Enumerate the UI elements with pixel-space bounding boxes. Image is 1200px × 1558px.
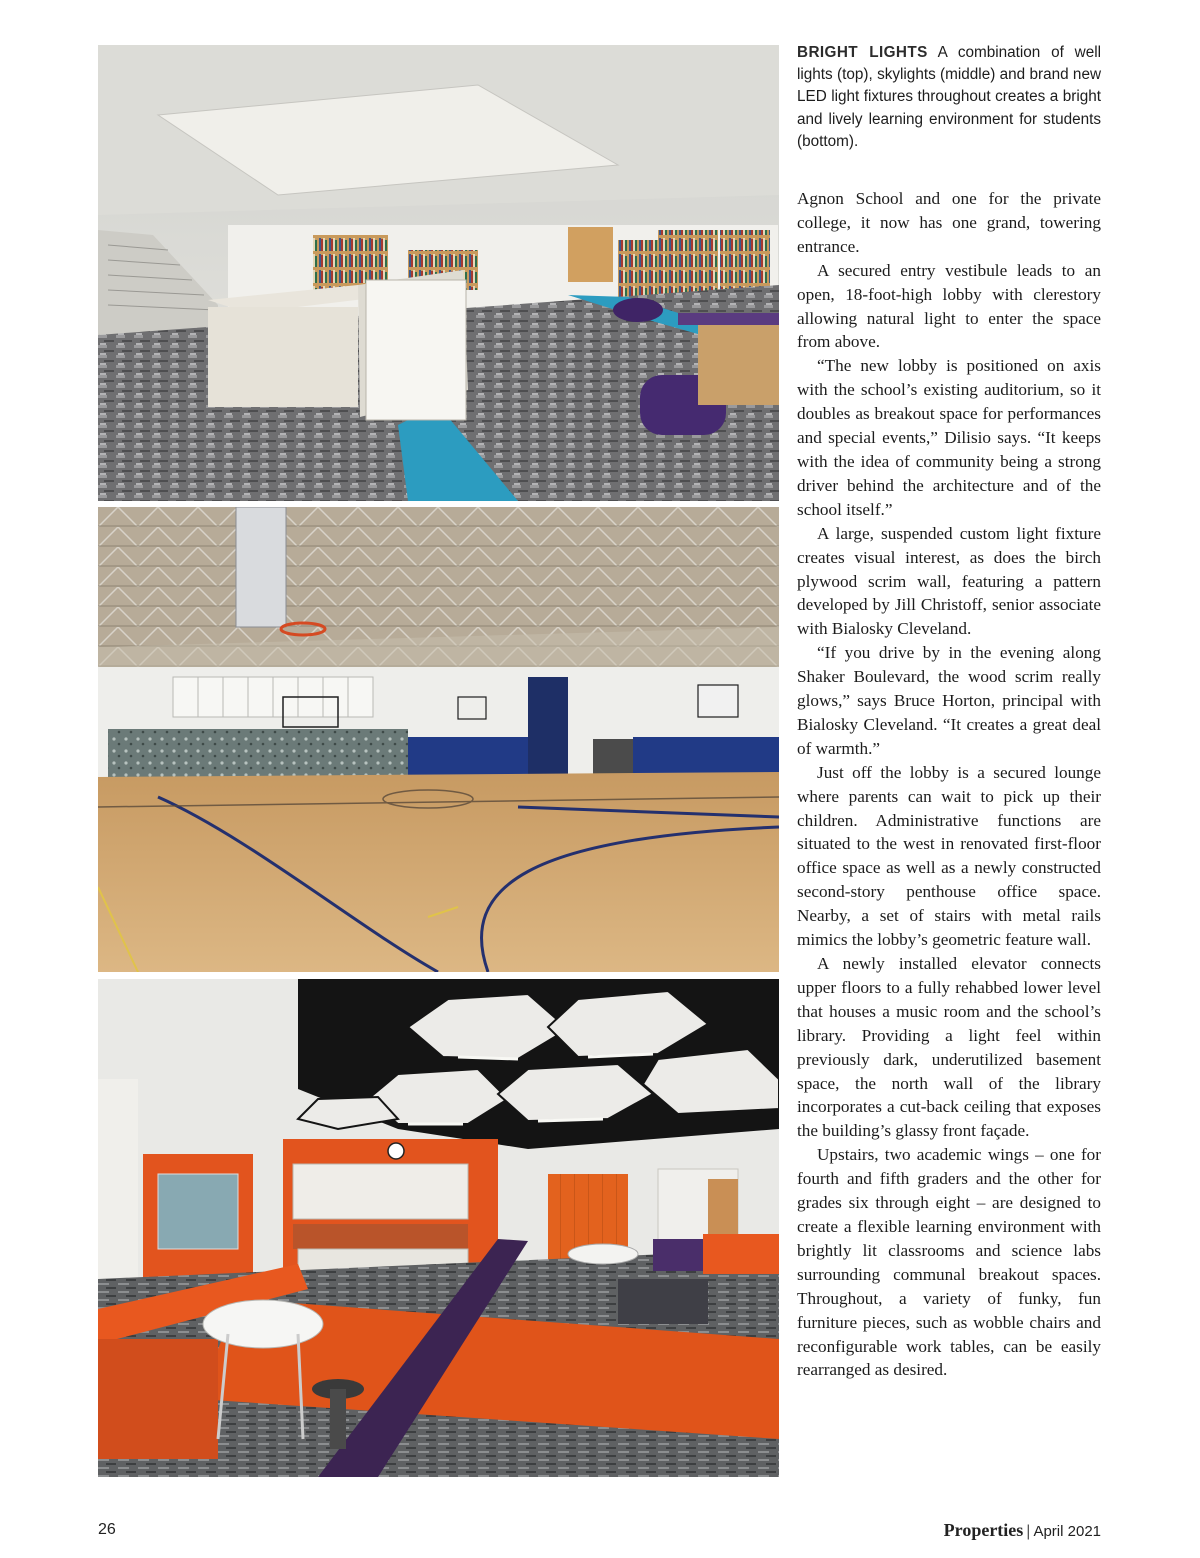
photo-caption	[797, 42, 1101, 153]
library-photo	[98, 45, 779, 501]
article-paragraph: Agnon School and one for the private college, it now has one grand, towering entrance.	[797, 189, 1101, 256]
article-paragraph: A newly installed elevator connects upper floors to a fully rehabbed lower level that houses a music room and the school’s library. Providing a light feel within previously dark, underutilized basement space, the north wall of the library incorporates a cut-back ceiling that exposes the building’s glassy front façade.	[797, 954, 1101, 1141]
publication-name: Properties	[943, 1520, 1024, 1540]
footer-separator: |	[1026, 1523, 1031, 1540]
caption-text: A combination of well lights (top), skylights (middle) and brand new LED light fixtures throughout creates a bright and lively learning environment for students (bottom).	[797, 44, 1102, 150]
article-paragraph: A secured entry vestibule leads to an open, 18-foot-high lobby with clerestory allowing natural light to enter the space from above.	[797, 260, 1101, 352]
lounge-photo	[98, 979, 779, 1477]
article-paragraph: “The new lobby is positioned on axis with the school’s existing auditorium, so it doubles as breakout space for performances and special events,” Dilisio says. “It keeps with the idea of community being a strong driver behind the architecture and of the school itself.”	[797, 356, 1101, 519]
page-number: 26	[98, 1521, 116, 1538]
caption-lead: BRIGHT LIGHTS	[797, 44, 928, 61]
article-paragraph: Just off the lobby is a secured lounge where parents can wait to pick up their children. Administrative functions are situated to the west in renovated first-floor office space as well as a newly constructed second-story penthouse office space. Nearby, a set of stairs with metal rails mimics the lobby’s geometric feature wall.	[797, 762, 1101, 950]
issue-date: April 2021	[1033, 1523, 1101, 1540]
gymnasium-photo	[98, 507, 779, 972]
article-body	[797, 187, 1101, 1382]
article-paragraph: “If you drive by in the evening along Shaker Boulevard, the wood scrim really glows,” says Bruce Horton, principal with Bialosky Cleveland. “It creates a great deal of warmth.”	[797, 643, 1101, 758]
publication-footer	[944, 1520, 1101, 1541]
article-paragraph: A large, suspended custom light fixture creates visual interest, as does the birch plywood scrim wall, featuring a pattern developed by Jill Christoff, senior associate with Bialosky Cleveland.	[797, 523, 1101, 639]
article-paragraph: Upstairs, two academic wings – one for fourth and fifth graders and the other for grades six through eight – are designed to create a flexible learning environment with brightly lit classrooms and science labs surrounding communal breakout spaces. Throughout, a variety of funky, fun furniture pieces, such as wobble chairs and reconfigurable work tables, can be easily rearranged as desired.	[797, 1145, 1101, 1380]
